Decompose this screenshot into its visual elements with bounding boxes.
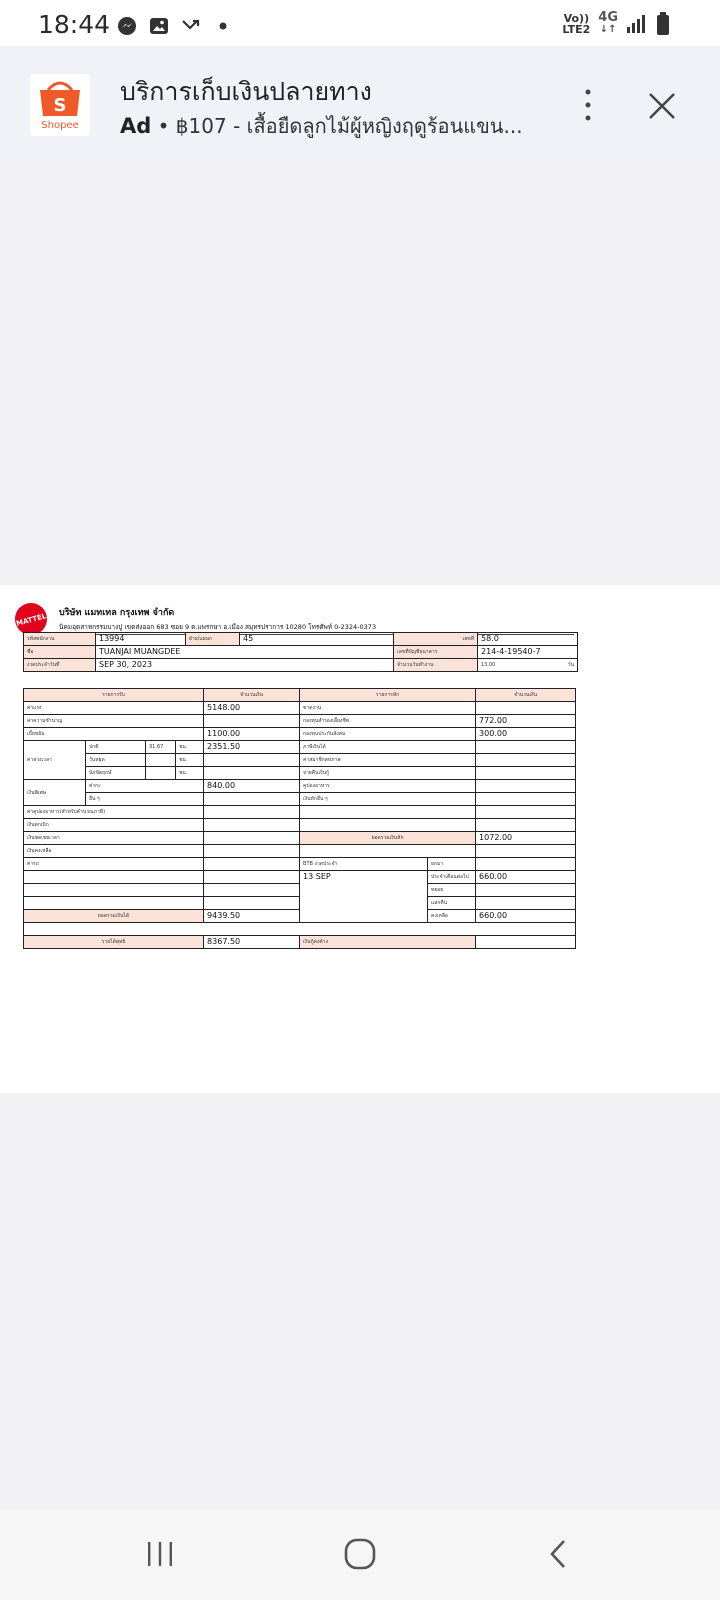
ot-special-label: นักขัตฤกษ์ [86,767,146,780]
allowance-value: 1100.00 [204,728,300,741]
union-fee-label: ค่าสมาชิกสหภาพ [300,754,476,767]
deduct-header: รายการหัก [300,689,476,702]
ot-normal-label: ปกติ [86,741,146,754]
refund-label: เงินคงเหลือ [24,845,204,858]
emp-id: 13994 [96,633,186,646]
mattel-logo [14,602,48,636]
social-security-value: 300.00 [476,728,576,741]
total-deduct-label: ยอดรวมเงินหัก [300,832,476,845]
payslip-table [23,688,576,949]
recent-apps-icon[interactable] [140,1534,180,1574]
status-bar [0,0,720,46]
signal-icon [626,14,648,34]
navigation-bar [0,1510,720,1600]
absence-label: ขาดงาน [300,702,476,715]
total-income-value: 9439.50 [204,910,300,923]
employee-name: TUANJAI MUANGDEE [96,646,394,659]
missed-call-icon [180,15,202,37]
salary-label: ค่าแรง [24,702,204,715]
brought-forward-label: ยกมา [428,858,476,871]
workdays-label: จำนวนวันทำงาน [394,659,478,672]
dept-label: ฝ่าย/แผนก [186,633,240,646]
ot-holiday-label: วันหยุด [86,754,146,767]
ad-title[interactable]: บริการเก็บเงินปลายทาง [120,77,372,106]
total-income-label: ยอดรวมเงินได้ [24,910,204,923]
overtime-label: ค่าล่วงเวลา [24,741,86,780]
back-pay-label: เงินตกเบิก [24,819,204,832]
shopee-logo [30,74,90,136]
gallery-icon [148,15,170,37]
ot-normal-unit: ชม. [176,741,204,754]
other-income-label: อื่น ๆ [86,793,204,806]
shopee-logo-text: Shopee [41,120,79,131]
volte-indicator: Vo)) LTE2 [562,12,591,36]
ad-banner[interactable] [0,46,720,168]
meal-coupon-label: คูปองอาหาร [300,780,476,793]
home-icon[interactable] [340,1534,380,1574]
income-amount-header: จำนวนเงิน [204,689,300,702]
more-notifications-dot-icon [212,15,234,37]
workdays: 13.00 วัน [478,659,578,672]
ot-normal-value: 2351.50 [204,741,300,754]
company-address: นิคมอุตสาหกรรมบางปู เขตส่งออก 683 ซอย 9 ต.แพรกษา อ.เมือง สมุทรปราการ 10280 โทรศัพท์ 0-2324-0373 [59,622,574,635]
account-number: 214-4-19540-7 [478,646,578,659]
back-icon[interactable] [540,1534,580,1574]
slip-no-label: เลขที่ [394,633,478,646]
messenger-icon [116,15,138,37]
expertise-label: ค่าความชำนาญ [24,715,204,728]
network-4g-indicator: 4G ↓↑ [598,10,618,35]
compensation-label: เงินชดเชยเวลา [24,832,204,845]
pay-period: SEP 30, 2023 [96,659,394,672]
ad-description: • ฿107 - เสื้อยืดลูกไม้ผู้หญิงฤดูร้อนแขน... [157,114,523,138]
installment-label: ทยอย [428,884,476,897]
ot-holiday-unit: ชม. [176,754,204,767]
provident-fund-value: 772.00 [476,715,576,728]
name-label: ชื่อ [24,646,96,659]
ot-special-unit: ชม. [176,767,204,780]
status-right [562,12,670,36]
svg-text:S: S [53,95,67,116]
monthly-label: ประจำเดือนต่อไป [428,871,476,884]
notification-icons [116,15,234,37]
ad-subtitle[interactable] [120,110,523,142]
deduct-amount-header: จำนวนเงิน [476,689,576,702]
employee-info-table [23,632,578,672]
provident-fund-label: กองทุนสำรองเลี้ยงชีพ [300,715,476,728]
dept: 45 [240,633,394,646]
income-tax-label: ภาษีเงินได้ [300,741,476,754]
total-deduct-value: 1072.00 [476,832,576,845]
btb-label: BTB งวดประจำ [300,858,428,871]
coupon-tax-note: ค่าคูปองอาหาร(สำหรับคำนวณภาษี) [24,806,204,819]
loan-repay-label: จ่ายคืนเงินกู้ [300,767,476,780]
remaining-value: 660.00 [476,910,576,923]
svg-text:MATTEL: MATTEL [15,612,48,628]
social-security-label: กองทุนประกันสังคม [300,728,476,741]
income-header: รายการรับ [24,689,204,702]
ot-normal-hours: 31.67 [146,741,176,754]
extra-pay-label: เงินพิเศษ [24,780,86,806]
more-options-icon[interactable] [576,86,600,126]
emp-id-label: รหัสพนักงาน [24,633,96,646]
company-name: บริษัท แมทเทล กรุงเทพ จำกัด [59,608,175,618]
shift-label: ค่ากะ [86,780,204,793]
other-deduct-label: เงินหักอื่น ๆ [300,793,476,806]
redeem-label: แลกคืน [428,897,476,910]
net-income-value: 8367.50 [204,936,300,949]
period-label: งวดประจำวันที่ [24,659,96,672]
close-ad-icon[interactable] [644,88,680,124]
payslip-image[interactable] [0,585,720,1093]
btb-date: 13 SEP [300,871,428,923]
account-label: เลขที่บัญชีธนาคาร [394,646,478,659]
travel-label: ค่ารถ [24,858,204,871]
remaining-label: คงเหลือ [428,910,476,923]
salary-value: 5148.00 [204,702,300,715]
ad-tag: Ad [120,114,152,138]
status-time: 18:44 [38,10,111,39]
outstanding-loan-label: เงินกู้คงค้าง [300,936,476,949]
slip-no: 58.0 [478,633,578,646]
battery-icon [656,12,670,36]
shift-value: 840.00 [204,780,300,793]
allowance-label: เบี้ยขยัน [24,728,204,741]
monthly-value: 660.00 [476,871,576,884]
net-income-label: รายได้สุทธิ [24,936,204,949]
